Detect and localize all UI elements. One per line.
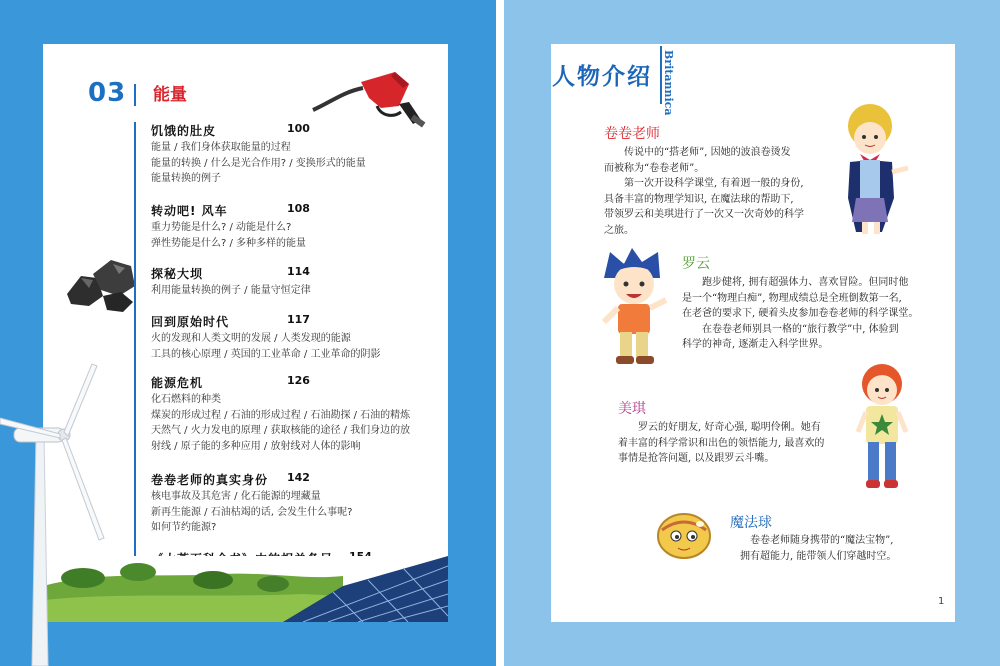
toc-vertical-line <box>134 122 136 592</box>
luoyun-character-illustration <box>596 248 672 366</box>
description-line: 事情是抢答问题, 以及跟罗云斗嘴。 <box>618 453 775 464</box>
description-line: 在卷卷老师别具一格的“旅行教学”中, 体验到 <box>702 323 899 335</box>
section-title: 饥饿的肚皮 <box>151 124 217 138</box>
section-title: 探秘大坝 <box>151 267 204 281</box>
description-line: 卷卷老师随身携带的“魔法宝物”, <box>750 535 894 546</box>
description-line: 罗云的好朋友, 好奇心强, 聪明伶俐。她有 <box>638 422 821 433</box>
toc-section[interactable] <box>151 265 441 299</box>
character-description <box>740 533 940 564</box>
wind-turbine-illustration <box>0 360 110 666</box>
magic-ball-illustration <box>656 510 712 560</box>
description-line: 第一次开设科学课堂, 有着迥一般的身份, <box>624 178 804 189</box>
coal-illustration <box>63 256 138 316</box>
character-name: 美琪 <box>618 401 646 417</box>
chapter-number: 03 <box>88 78 127 108</box>
section-subtopics: 弹性势能是什么? / 多种多样的能量 <box>151 237 307 249</box>
toc-section[interactable] <box>151 374 441 454</box>
description-line: 拥有超能力, 能带领人们穿越时空。 <box>740 550 897 562</box>
section-page: 117 <box>287 313 310 326</box>
description-line: 科学的神奇, 逐渐走入科学世界。 <box>682 339 829 350</box>
page-title: 人物介绍 <box>552 64 652 90</box>
section-subtopics: 射线 / 原子能的多种应用 / 放射线对人体的影响 <box>151 440 361 452</box>
description-line: 在老爸的要求下, 硬着头皮参加卷卷老师的科学课堂。 <box>682 308 919 319</box>
section-page: 108 <box>287 202 310 215</box>
section-title: 卷卷老师的真实身份 <box>151 473 269 487</box>
description-line: 跑步健将, 拥有超强体力、喜欢冒险。但同时他 <box>702 277 909 288</box>
brand-label: Britannica <box>662 50 675 116</box>
section-subtopics: 能量转换的例子 <box>151 173 221 184</box>
section-subtopics: 天然气 / 火力发电的原理 / 获取核能的途径 / 我们身边的放 <box>151 425 411 436</box>
section-subtopics: 化石燃料的种类 <box>151 394 221 405</box>
toc-section[interactable] <box>151 313 441 362</box>
description-line: 带领罗云和美琪进行了一次又一次奇妙的科学 <box>604 209 804 220</box>
section-subtopics: 火的发现和人类文明的发展 / 人类发现的能源 <box>151 333 351 344</box>
section-subtopics: 能量的转换 / 什么是光合作用? / 变换形式的能量 <box>151 157 366 169</box>
description-line: 传说中的“搭老师”, 因她的波浪卷烫发 <box>624 147 791 158</box>
section-subtopics: 核电事故及其危害 / 化石能源的埋藏量 <box>151 491 321 502</box>
book-spine <box>496 0 504 666</box>
section-subtopics: 重力势能是什么? / 动能是什么? <box>151 222 292 233</box>
description-line: 之旅。 <box>604 224 634 236</box>
toc-section[interactable] <box>151 122 441 187</box>
section-page: 100 <box>287 122 310 135</box>
section-page: 126 <box>287 374 310 387</box>
character-description <box>618 420 854 467</box>
section-subtopics: 利用能量转换的例子 / 能量守恒定律 <box>151 285 311 296</box>
character-description <box>604 145 844 238</box>
section-subtopics: 如何节约能源? <box>151 522 217 533</box>
section-subtopics: 工具的核心原理 / 英国的工业革命 / 工业革命的阴影 <box>151 348 381 360</box>
section-page: 114 <box>287 265 310 278</box>
section-subtopics: 新再生能源 / 石油枯竭的话, 会发生什么事呢? <box>151 506 353 518</box>
section-title: 能源危机 <box>151 376 204 390</box>
description-line: 而被称为“卷卷老师”。 <box>604 162 705 174</box>
description-line: 着丰富的科学常识和出色的领悟能力, 最喜欢的 <box>618 437 825 449</box>
meiqi-character-illustration <box>854 362 910 494</box>
chapter-title: 能量 <box>153 85 187 105</box>
page-number: 1 <box>938 596 945 607</box>
section-page: 142 <box>287 471 310 484</box>
description-line: 是一个“物理白痴”, 物理成绩总是全班倒数第一名, <box>682 292 902 304</box>
section-title: 回到原始时代 <box>151 315 230 329</box>
chapter-divider <box>134 84 136 106</box>
section-subtopics: 煤炭的形成过程 / 石油的形成过程 / 石油勘探 / 石油的精炼 <box>151 409 411 421</box>
toc-section[interactable] <box>151 471 441 536</box>
character-name: 罗云 <box>682 256 710 272</box>
teacher-character-illustration <box>834 102 914 242</box>
section-title: 转动吧! 风车 <box>151 204 228 218</box>
character-description <box>682 275 944 353</box>
description-line: 具备丰富的物理学知识, 在魔法球的帮助下, <box>604 193 794 205</box>
toc-section[interactable] <box>151 202 441 251</box>
section-subtopics: 能量 / 我们身体获取能量的过程 <box>151 142 291 153</box>
character-name: 卷卷老师 <box>604 126 660 142</box>
character-name: 魔法球 <box>730 515 772 531</box>
